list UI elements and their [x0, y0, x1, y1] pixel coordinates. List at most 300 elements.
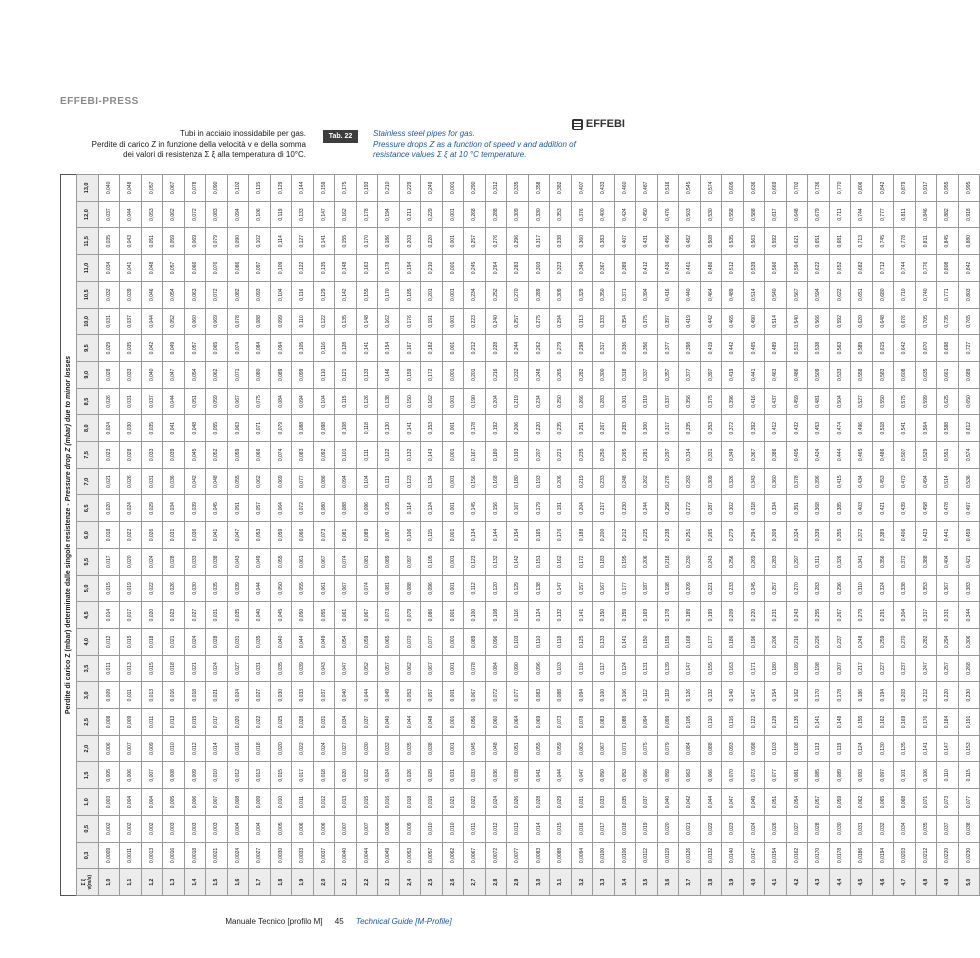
pressure-drop-cell: 0,030	[270, 682, 292, 709]
pressure-drop-cell: 0,494	[915, 468, 937, 495]
pressure-drop-cell: 0,133	[292, 201, 314, 228]
pressure-drop-cell: 0,009	[184, 762, 206, 789]
pressure-drop-cell: 0,558	[851, 361, 873, 388]
table-row	[679, 175, 701, 896]
pressure-drop-cell: 0,039	[184, 495, 206, 522]
pressure-drop-cell: 0,100	[593, 682, 615, 709]
pressure-drop-cell: 0,071	[227, 361, 249, 388]
pressure-drop-cell: 0,039	[163, 442, 185, 469]
pressure-drop-cell: 0,036	[184, 522, 206, 549]
velocity-cell: 1,7	[249, 869, 271, 896]
pressure-drop-cell: 0,124	[851, 735, 873, 762]
pressure-drop-cell: 0,040	[657, 789, 679, 816]
pressure-drop-cell: 0,163	[722, 655, 744, 682]
pressure-drop-cell: 0,088	[614, 709, 636, 736]
pressure-drop-cell: 0,008	[98, 709, 120, 736]
pressure-drop-cell: 0,094	[335, 468, 357, 495]
pressure-drop-cell: 0,207	[528, 442, 550, 469]
pressure-drop-cell: 0,089	[270, 361, 292, 388]
pressure-drop-cell: 0,206	[507, 415, 529, 442]
pressure-drop-cell: 0,220	[421, 228, 443, 255]
pressure-drop-cell: 0,339	[808, 522, 830, 549]
pressure-drop-cell: 0,124	[528, 602, 550, 629]
pressure-drop-cell: 0,094	[636, 709, 658, 736]
pressure-drop-cell: 0,132	[485, 548, 507, 575]
pressure-drop-cell: 0,001	[442, 602, 464, 629]
pressure-drop-cell: 0,017	[292, 762, 314, 789]
pressure-drop-cell: 0,024	[184, 628, 206, 655]
pressure-drop-cell: 0,310	[851, 575, 873, 602]
pressure-drop-cell: 0,179	[528, 495, 550, 522]
pressure-drop-cell: 0,206	[636, 548, 658, 575]
pressure-drop-cell: 0,288	[485, 201, 507, 228]
pressure-drop-cell: 0,079	[206, 228, 228, 255]
pressure-drop-cell: 0,0100	[593, 842, 615, 869]
pressure-drop-cell: 0,243	[786, 602, 808, 629]
pressure-drop-cell: 0,648	[872, 308, 894, 335]
pressure-drop-cell: 0,360	[765, 468, 787, 495]
pressure-drop-cell: 0,154	[507, 522, 529, 549]
pressure-drop-cell: 0,564	[915, 415, 937, 442]
xi-column-header: 9,5	[77, 335, 99, 362]
pressure-drop-cell: 0,256	[722, 548, 744, 575]
rotated-table	[60, 174, 972, 896]
pressure-drop-cell: 0,026	[98, 388, 120, 415]
pressure-drop-cell: 0,155	[851, 709, 873, 736]
xi-column-header: 7,5	[77, 442, 99, 469]
pressure-drop-cell: 0,106	[614, 682, 636, 709]
pressure-drop-cell: 0,084	[249, 335, 271, 362]
pressure-drop-cell: 0,0040	[335, 842, 357, 869]
pressure-drop-cell: 0,047	[163, 361, 185, 388]
pressure-drop-cell: 0,005	[98, 762, 120, 789]
pressure-drop-cell: 0,323	[550, 255, 572, 282]
pressure-drop-cell: 0,118	[356, 415, 378, 442]
pressure-drop-cell: 0,015	[550, 815, 572, 842]
pressure-drop-cell: 0,178	[657, 602, 679, 629]
velocity-cell: 2,4	[399, 869, 421, 896]
pressure-drop-cell: 0,024	[98, 415, 120, 442]
pressure-drop-cell: 0,110	[292, 308, 314, 335]
pressure-drop-cell: 0,237	[829, 628, 851, 655]
pressure-drop-cell: 0,842	[872, 175, 894, 202]
pressure-drop-cell: 0,060	[184, 308, 206, 335]
pressure-drop-cell: 0,065	[378, 628, 400, 655]
pressure-drop-cell: 0,012	[313, 789, 335, 816]
pressure-drop-cell: 0,437	[765, 388, 787, 415]
pressure-drop-cell: 0,037	[356, 709, 378, 736]
velocity-cell: 2,9	[507, 869, 529, 896]
pressure-drop-cell: 0,210	[421, 255, 443, 282]
table-row	[528, 175, 550, 896]
table-row	[98, 175, 120, 896]
pressure-drop-cell: 0,652	[829, 255, 851, 282]
pressure-drop-cell: 0,001	[442, 468, 464, 495]
pressure-drop-cell: 0,028	[98, 361, 120, 388]
pressure-drop-cell: 0,067	[227, 388, 249, 415]
pressure-drop-cell: 0,190	[464, 388, 486, 415]
pressure-drop-cell: 0,154	[765, 682, 787, 709]
pressure-drop-cell: 0,001	[442, 335, 464, 362]
pressure-drop-cell: 0,096	[485, 628, 507, 655]
pressure-drop-cell: 0,045	[184, 442, 206, 469]
pressure-drop-cell: 0,248	[614, 468, 636, 495]
pressure-drop-cell: 0,135	[313, 255, 335, 282]
table-row	[722, 175, 744, 896]
xi-column-header: 1,0	[77, 789, 99, 816]
pressure-drop-cell: 0,094	[270, 335, 292, 362]
pressure-drop-cell: 0,301	[614, 388, 636, 415]
pressure-drop-cell: 0,195	[614, 548, 636, 575]
pressure-drop-cell: 0,051	[765, 789, 787, 816]
pressure-drop-cell: 0,335	[679, 415, 701, 442]
pressure-drop-cell: 0,035	[98, 228, 120, 255]
pressure-drop-cell: 0,105	[679, 709, 701, 736]
pressure-drop-cell: 0,698	[937, 335, 959, 362]
pressure-drop-cell: 0,018	[313, 762, 335, 789]
pressure-drop-cell: 0,0037	[313, 842, 335, 869]
pressure-drop-cell: 0,007	[335, 815, 357, 842]
pressure-drop-cell: 0,147	[679, 655, 701, 682]
pressure-drop-cell: 0,574	[700, 175, 722, 202]
pressure-drop-cell: 0,089	[464, 628, 486, 655]
pressure-drop-cell: 0,441	[743, 361, 765, 388]
pressure-drop-cell: 0,028	[120, 442, 142, 469]
pressure-drop-cell: 0,012	[184, 735, 206, 762]
pressure-drop-cell: 0,389	[614, 255, 636, 282]
velocity-cell: 2,2	[356, 869, 378, 896]
pressure-drop-cell: 0,066	[184, 255, 206, 282]
pressure-drop-cell: 0,001	[442, 442, 464, 469]
pressure-drop-cell: 0,035	[270, 655, 292, 682]
pressure-drop-cell: 0,540	[765, 281, 787, 308]
pressure-drop-cell: 0,218	[657, 548, 679, 575]
pressure-drop-cell: 0,203	[399, 228, 421, 255]
pressure-drop-cell: 0,360	[571, 228, 593, 255]
pressure-drop-cell: 0,489	[765, 335, 787, 362]
pressure-drop-cell: 0,018	[399, 789, 421, 816]
pressure-drop-cell: 0,473	[894, 468, 916, 495]
pressure-drop-cell: 0,317	[915, 602, 937, 629]
pressure-drop-cell: 0,008	[163, 762, 185, 789]
pressure-drop-cell: 0,244	[507, 335, 529, 362]
pressure-drop-cell: 0,055	[528, 735, 550, 762]
pressure-drop-cell: 0,156	[485, 495, 507, 522]
pressure-drop-cell: 0,487	[636, 175, 658, 202]
pressure-drop-cell: 0,057	[808, 789, 830, 816]
pressure-drop-cell: 0,027	[227, 655, 249, 682]
pressure-drop-cell: 0,118	[550, 628, 572, 655]
pressure-drop-cell: 0,131	[636, 655, 658, 682]
pressure-drop-cell: 0,044	[292, 628, 314, 655]
pressure-drop-cell: 0,234	[464, 281, 486, 308]
pressure-drop-cell: 0,0053	[399, 842, 421, 869]
pressure-drop-cell: 0,230	[614, 495, 636, 522]
brand-title: EFFEBI-PRESS	[60, 96, 139, 107]
pressure-drop-cell: 0,689	[958, 361, 980, 388]
pressure-drop-cell: 0,005	[163, 789, 185, 816]
pressure-drop-cell: 0,275	[528, 308, 550, 335]
pressure-drop-cell: 0,0009	[98, 842, 120, 869]
pressure-drop-cell: 0,319	[636, 388, 658, 415]
pressure-drop-cell: 0,122	[378, 442, 400, 469]
pressure-drop-cell: 0,033	[184, 548, 206, 575]
pressure-drop-cell: 0,054	[786, 789, 808, 816]
pressure-drop-cell: 0,019	[421, 789, 443, 816]
pressure-drop-cell: 0,063	[571, 735, 593, 762]
pressure-drop-cell: 0,744	[894, 255, 916, 282]
pressure-drop-cell: 0,419	[700, 335, 722, 362]
pressure-drop-cell: 0,357	[657, 361, 679, 388]
pressure-drop-cell: 0,048	[184, 415, 206, 442]
pressure-drop-cell: 0,074	[335, 548, 357, 575]
pressure-drop-cell: 0,176	[550, 522, 572, 549]
pressure-drop-cell: 0,048	[206, 468, 228, 495]
pressure-drop-cell: 0,049	[163, 335, 185, 362]
pressure-drop-cell: 0,341	[851, 548, 873, 575]
table-row	[636, 175, 658, 896]
pressure-drop-cell: 0,014	[206, 735, 228, 762]
pressure-drop-cell: 0,027	[786, 815, 808, 842]
pressure-drop-cell: 0,394	[636, 281, 658, 308]
pressure-drop-cell: 0,024	[743, 815, 765, 842]
pressure-drop-cell: 0,130	[378, 415, 400, 442]
pressure-drop-cell: 0,038	[958, 815, 980, 842]
pressure-drop-cell: 0,061	[335, 602, 357, 629]
pressure-drop-cell: 0,051	[507, 735, 529, 762]
pressure-drop-cell: 0,040	[141, 361, 163, 388]
pressure-drop-cell: 0,727	[958, 335, 980, 362]
pressure-drop-cell: 0,177	[700, 628, 722, 655]
pressure-drop-cell: 0,0147	[743, 842, 765, 869]
pressure-drop-cell: 0,290	[464, 175, 486, 202]
velocity-cell: 5,0	[958, 869, 980, 896]
pressure-drop-cell: 0,245	[464, 255, 486, 282]
pressure-drop-cell: 0,013	[335, 789, 357, 816]
table-row	[614, 175, 636, 896]
pressure-drop-cell: 0,147	[313, 201, 335, 228]
pressure-drop-cell: 0,204	[485, 388, 507, 415]
pressure-drop-cell: 0,016	[163, 682, 185, 709]
pressure-drop-cell: 0,272	[679, 495, 701, 522]
pressure-drop-cell: 0,031	[141, 468, 163, 495]
pressure-drop-cell: 0,0203	[894, 842, 916, 869]
pressure-drop-cell: 0,026	[507, 789, 529, 816]
pressure-drop-cell: 0,023	[163, 602, 185, 629]
pressure-drop-cell: 0,030	[120, 415, 142, 442]
pressure-drop-cell: 0,084	[679, 735, 701, 762]
pressure-drop-cell: 0,283	[614, 415, 636, 442]
pressure-drop-cell: 0,086	[313, 468, 335, 495]
pressure-drop-cell: 0,023	[722, 815, 744, 842]
table-row	[206, 175, 228, 896]
pressure-drop-cell: 0,072	[184, 201, 206, 228]
pressure-drop-cell: 0,004	[249, 815, 271, 842]
table-row	[851, 175, 873, 896]
pressure-drop-cell: 0,090	[507, 655, 529, 682]
pressure-drop-cell: 0,338	[550, 228, 572, 255]
pressure-drop-cell: 0,219	[571, 468, 593, 495]
pressure-drop-cell: 0,048	[485, 735, 507, 762]
pressure-drop-cell: 0,170	[356, 228, 378, 255]
pressure-drop-cell: 0,712	[872, 255, 894, 282]
pressure-drop-cell: 0,008	[378, 815, 400, 842]
velocity-cell: 3,5	[636, 869, 658, 896]
pressure-drop-cell: 0,084	[270, 388, 292, 415]
pressure-drop-cell: 0,535	[722, 228, 744, 255]
pressure-drop-cell: 0,282	[571, 361, 593, 388]
pressure-drop-cell: 0,592	[829, 308, 851, 335]
pressure-drop-cell: 0,252	[485, 281, 507, 308]
pressure-drop-cell: 0,145	[464, 495, 486, 522]
pressure-drop-cell: 0,162	[550, 548, 572, 575]
pressure-drop-cell: 0,011	[120, 682, 142, 709]
pressure-drop-cell: 0,220	[937, 682, 959, 709]
pressure-drop-cell: 0,478	[937, 495, 959, 522]
english-line: Pressure drops Z as a function of speed v and addition of	[373, 139, 576, 149]
pressure-drop-cell: 0,056	[636, 762, 658, 789]
pressure-drop-cell: 0,605	[722, 175, 744, 202]
pressure-drop-cell: 0,132	[550, 602, 572, 629]
pressure-drop-cell: 0,054	[184, 361, 206, 388]
pressure-drop-cell: 0,317	[657, 415, 679, 442]
pressure-drop-cell: 0,009	[120, 709, 142, 736]
pressure-drop-cell: 0,416	[657, 281, 679, 308]
pressure-drop-cell: 0,235	[571, 442, 593, 469]
pressure-drop-cell: 0,221	[550, 442, 572, 469]
pressure-drop-cell: 0,276	[485, 228, 507, 255]
pressure-drop-cell: 0,001	[442, 682, 464, 709]
pressure-drop-cell: 0,270	[507, 281, 529, 308]
pressure-drop-cell: 0,334	[765, 495, 787, 522]
pressure-drop-cell: 0,777	[872, 201, 894, 228]
pressure-drop-cell: 0,661	[937, 361, 959, 388]
pressure-drop-cell: 0,220	[528, 415, 550, 442]
pressure-drop-cell: 0,013	[507, 815, 529, 842]
pressure-drop-cell: 0,016	[378, 789, 400, 816]
pressure-drop-cell: 0,116	[507, 602, 529, 629]
pressure-drop-cell: 0,599	[915, 388, 937, 415]
table-row	[786, 175, 808, 896]
pressure-drop-cell: 0,330	[528, 201, 550, 228]
table-row	[313, 175, 335, 896]
pressure-drop-cell: 0,0119	[657, 842, 679, 869]
velocity-cell: 2,8	[485, 869, 507, 896]
pressure-drop-cell: 0,064	[270, 495, 292, 522]
pressure-drop-table	[76, 174, 980, 896]
pressure-drop-cell: 0,015	[98, 575, 120, 602]
pressure-drop-cell: 0,037	[120, 308, 142, 335]
pressure-drop-cell: 0,022	[249, 709, 271, 736]
pressure-drop-cell: 0,002	[141, 815, 163, 842]
pressure-drop-cell: 0,147	[743, 682, 765, 709]
velocity-cell: 4,1	[765, 869, 787, 896]
pressure-drop-cell: 0,109	[270, 255, 292, 282]
pressure-drop-cell: 0,101	[335, 442, 357, 469]
pressure-drop-cell: 0,150	[636, 628, 658, 655]
pressure-drop-cell: 0,636	[743, 175, 765, 202]
table-row	[184, 175, 206, 896]
pressure-drop-cell: 0,882	[937, 201, 959, 228]
pressure-drop-cell: 0,039	[292, 655, 314, 682]
pressure-drop-cell: 0,419	[679, 308, 701, 335]
pressure-drop-cell: 0,148	[356, 308, 378, 335]
pressure-drop-cell: 0,033	[464, 762, 486, 789]
pressure-drop-cell: 0,059	[550, 735, 572, 762]
pressure-drop-cell: 0,004	[227, 815, 249, 842]
pressure-drop-cell: 0,069	[184, 228, 206, 255]
pressure-drop-cell: 0,040	[249, 602, 271, 629]
pressure-drop-cell: 0,090	[206, 175, 228, 202]
pressure-drop-cell: 0,018	[98, 522, 120, 549]
pressure-drop-cell: 0,048	[421, 709, 443, 736]
pressure-drop-cell: 0,103	[507, 628, 529, 655]
pressure-drop-cell: 0,312	[485, 175, 507, 202]
pressure-drop-cell: 0,259	[872, 628, 894, 655]
pressure-drop-cell: 0,088	[335, 495, 357, 522]
pressure-drop-cell: 0,027	[184, 602, 206, 629]
pressure-drop-cell: 0,156	[464, 468, 486, 495]
pressure-drop-cell: 0,001	[442, 228, 464, 255]
pressure-drop-cell: 0,367	[593, 255, 615, 282]
pressure-drop-cell: 0,092	[313, 442, 335, 469]
pressure-drop-cell: 0,110	[528, 628, 550, 655]
pressure-drop-cell: 0,024	[141, 548, 163, 575]
pressure-drop-cell: 0,141	[399, 415, 421, 442]
pressure-drop-cell: 0,388	[915, 548, 937, 575]
pressure-drop-cell: 0,735	[937, 308, 959, 335]
pressure-drop-cell: 0,085	[808, 762, 830, 789]
pressure-drop-cell: 0,128	[335, 335, 357, 362]
pressure-drop-cell: 0,051	[141, 228, 163, 255]
pressure-drop-cell: 0,356	[636, 335, 658, 362]
pressure-drop-cell: 0,588	[743, 201, 765, 228]
pressure-drop-cell: 0,168	[679, 628, 701, 655]
pressure-drop-cell: 0,313	[571, 308, 593, 335]
pressure-drop-cell: 0,0018	[184, 842, 206, 869]
pressure-drop-cell: 0,031	[851, 815, 873, 842]
pressure-drop-cell: 0,022	[464, 789, 486, 816]
table-row	[249, 175, 271, 896]
pressure-drop-cell: 0,089	[378, 548, 400, 575]
pressure-drop-cell: 0,0194	[872, 842, 894, 869]
pressure-drop-cell: 0,096	[421, 575, 443, 602]
pressure-drop-cell: 0,022	[120, 522, 142, 549]
velocity-cell: 4,8	[915, 869, 937, 896]
pressure-drop-cell: 0,281	[636, 442, 658, 469]
pressure-drop-cell: 0,069	[528, 709, 550, 736]
pressure-drop-cell: 0,180	[485, 442, 507, 469]
pressure-drop-cell: 0,018	[184, 682, 206, 709]
pressure-drop-cell: 0,111	[356, 442, 378, 469]
pressure-drop-cell: 0,230	[958, 682, 980, 709]
velocity-cell: 4,5	[851, 869, 873, 896]
xi-column-header: 3,5	[77, 655, 99, 682]
pressure-drop-cell: 0,304	[894, 602, 916, 629]
pressure-drop-cell: 0,124	[421, 495, 443, 522]
pressure-drop-cell: 0,191	[958, 709, 980, 736]
pressure-drop-cell: 0,176	[915, 709, 937, 736]
pressure-drop-cell: 0,294	[550, 308, 572, 335]
pressure-drop-cell: 0,162	[378, 308, 400, 335]
pressure-drop-cell: 0,054	[163, 281, 185, 308]
pressure-drop-cell: 0,116	[313, 335, 335, 362]
velocity-cell: 4,6	[872, 869, 894, 896]
pressure-drop-cell: 0,407	[614, 228, 636, 255]
pressure-drop-cell: 0,440	[679, 281, 701, 308]
pressure-drop-cell: 0,099	[270, 308, 292, 335]
pressure-drop-cell: 0,243	[700, 548, 722, 575]
